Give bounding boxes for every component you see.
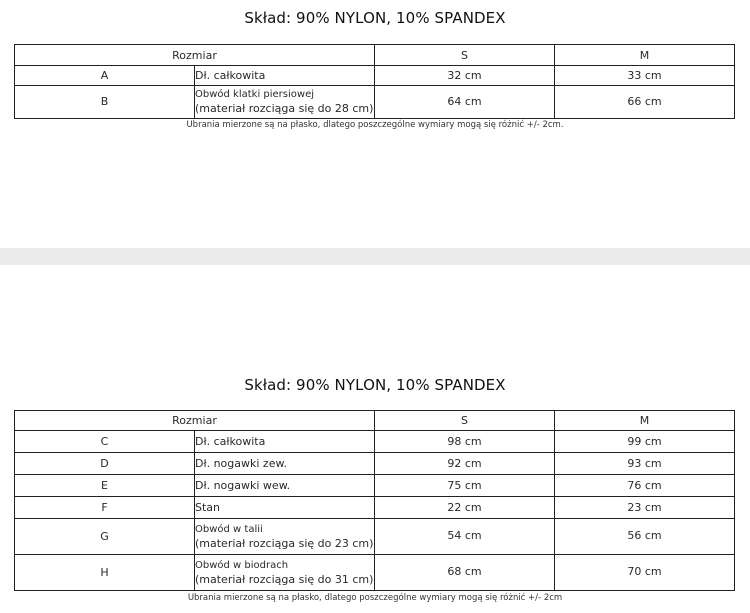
row-label: Dł. nogawki wew. — [195, 475, 375, 497]
row-letter: G — [15, 519, 195, 555]
row-letter: C — [15, 431, 195, 453]
row-letter: F — [15, 497, 195, 519]
row-letter: E — [15, 475, 195, 497]
row-label-line2: (materiał rozciąga się do 31 cm) — [195, 572, 374, 586]
size-chart-bottom — [0, 265, 750, 613]
size-s-header: S — [375, 411, 555, 431]
value-s: 98 cm — [375, 431, 555, 453]
value-m: 76 cm — [555, 475, 735, 497]
row-letter: D — [15, 453, 195, 475]
row-label: Dł. całkowita — [195, 66, 375, 86]
size-table — [14, 44, 735, 119]
row-label — [195, 519, 375, 555]
size-m-header: M — [555, 45, 735, 66]
size-s-header: S — [375, 45, 555, 66]
value-s: 68 cm — [375, 555, 555, 591]
size-table — [14, 410, 735, 591]
row-label-line2: (materiał rozciąga się do 28 cm) — [195, 102, 374, 115]
size-chart-top — [0, 0, 750, 248]
table-row — [15, 453, 735, 475]
size-header: Rozmiar — [15, 45, 375, 66]
size-m-header: M — [555, 411, 735, 431]
measurement-note: Ubrania mierzone są na płasko, dlatego poszczególne wymiary mogą się różnić +/- 2cm. — [186, 120, 564, 130]
composition-title: Skład: 90% NYLON, 10% SPANDEX — [244, 9, 506, 27]
value-s: 22 cm — [375, 497, 555, 519]
table-header-row — [15, 45, 735, 66]
table-row — [15, 66, 735, 86]
table-row — [15, 86, 735, 119]
row-letter: B — [15, 86, 195, 119]
size-header: Rozmiar — [15, 411, 375, 431]
row-label: Dł. całkowita — [195, 431, 375, 453]
row-label-line1: Obwód klatki piersiowej — [195, 89, 315, 100]
table-row — [15, 519, 735, 555]
row-label-line2: (materiał rozciąga się do 23 cm) — [195, 536, 374, 550]
value-m: 33 cm — [555, 66, 735, 86]
value-m: 66 cm — [555, 86, 735, 119]
row-label — [195, 555, 375, 591]
value-s: 64 cm — [375, 86, 555, 119]
table-row — [15, 497, 735, 519]
value-m: 99 cm — [555, 431, 735, 453]
row-letter: A — [15, 66, 195, 86]
row-label — [195, 86, 375, 119]
row-label-line1: Obwód w biodrach — [195, 559, 289, 571]
section-divider — [0, 248, 750, 265]
measurement-note: Ubrania mierzone są na płasko, dlatego poszczególne wymiary mogą się różnić +/- 2cm — [187, 593, 563, 603]
row-letter: H — [15, 555, 195, 591]
table-header-row — [15, 411, 735, 431]
table-row — [15, 555, 735, 591]
value-s: 75 cm — [375, 475, 555, 497]
row-label: Stan — [195, 497, 375, 519]
table-row — [15, 475, 735, 497]
value-s: 54 cm — [375, 519, 555, 555]
value-m: 93 cm — [555, 453, 735, 475]
composition-title: Skład: 90% NYLON, 10% SPANDEX — [244, 376, 506, 394]
value-m: 56 cm — [555, 519, 735, 555]
value-s: 92 cm — [375, 453, 555, 475]
value-s: 32 cm — [375, 66, 555, 86]
value-m: 23 cm — [555, 497, 735, 519]
row-label-line1: Obwód w talii — [195, 523, 263, 535]
table-row — [15, 431, 735, 453]
row-label: Dł. nogawki zew. — [195, 453, 375, 475]
value-m: 70 cm — [555, 555, 735, 591]
